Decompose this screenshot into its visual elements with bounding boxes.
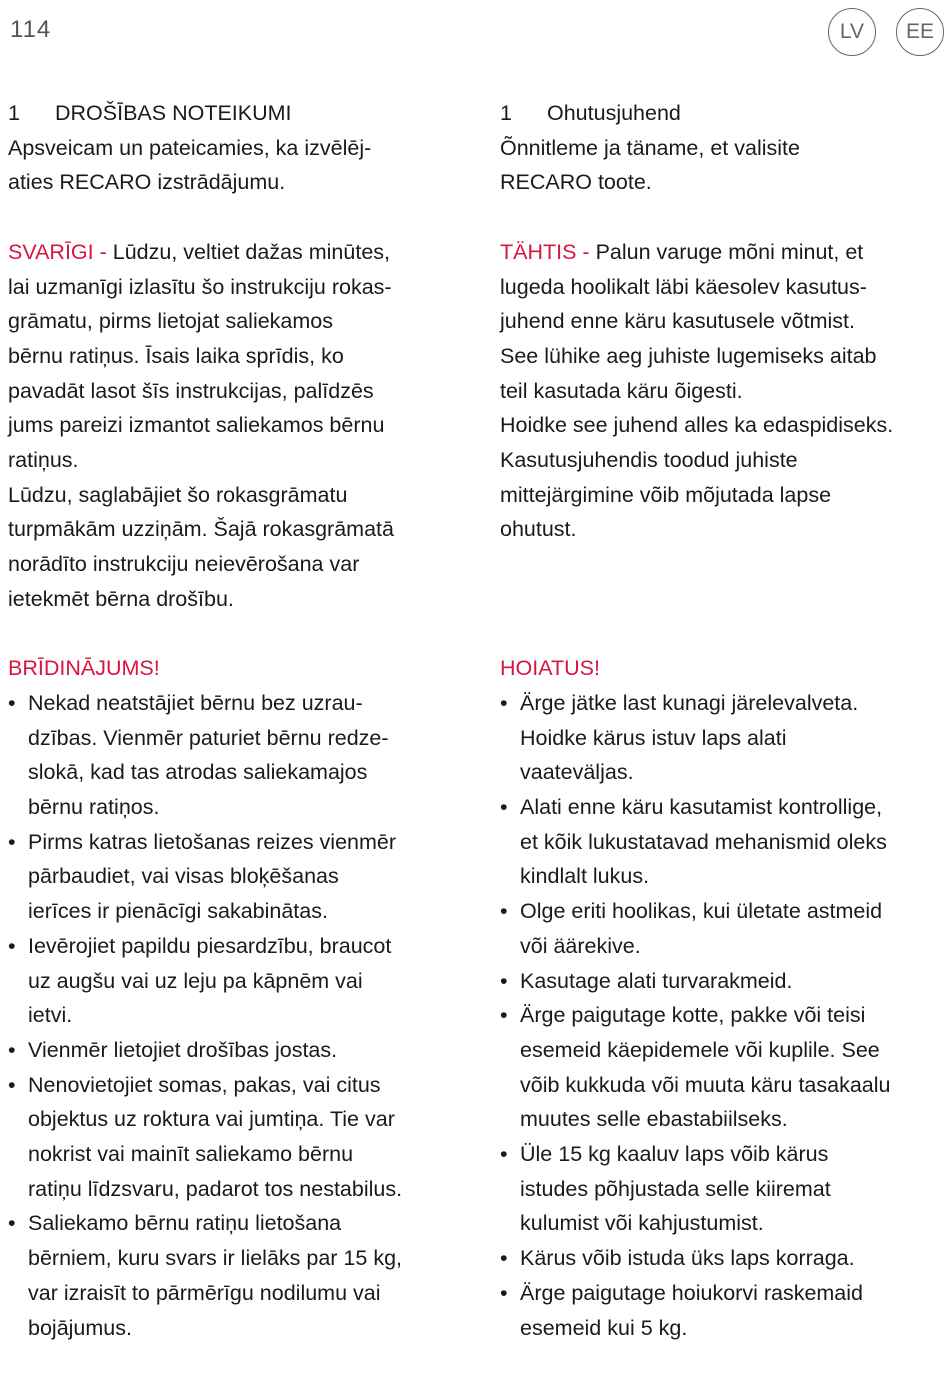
text-line: ietvi.: [28, 1003, 73, 1028]
section-heading-lv: [8, 96, 478, 131]
text-line: Kasutusjuhendis toodud juhiste: [500, 448, 798, 473]
text-line: bērniem, kuru svars ir lielāks par 15 kg,: [28, 1246, 403, 1271]
text-line: ohutust.: [500, 517, 577, 542]
warning-label: HOIATUS!: [500, 656, 600, 681]
text-line: Lūdzu, saglabājiet šo rokasgrāmatu: [8, 482, 348, 507]
text-line: ratiņus.: [8, 448, 79, 473]
text-line: ratiņu līdzsvaru, padarot tos nestabilus.: [28, 1176, 403, 1201]
text-line: • Saliekamo bērnu ratiņu lietošana: [28, 1211, 342, 1236]
text-line: RECARO toote.: [500, 170, 652, 195]
warning-list: [500, 686, 948, 1345]
text-line: kulumist või kahjustumist.: [520, 1211, 764, 1236]
warning-item: [8, 686, 478, 825]
text-line: juhend enne käru kasutusele võtmist.: [500, 309, 855, 334]
page-number: 114: [10, 16, 52, 43]
text-line: pavadāt lasot šīs instrukcijas, palīdzēs: [8, 378, 374, 403]
section-title: Ohutusjuhend: [547, 101, 681, 125]
text-line: esemeid kui 5 kg.: [520, 1315, 688, 1340]
text-line: var izraisīt to pārmērīgu nodilumu vai: [28, 1280, 381, 1305]
important-paragraph: [500, 235, 948, 547]
text-line: või äärekive.: [520, 933, 641, 958]
text-line: pārbaudiet, vai visas bloķēšanas: [28, 864, 339, 889]
text-line: bērnu ratiņos.: [28, 795, 160, 820]
text-line: • Ievērojiet papildu piesardzību, braucot: [28, 933, 392, 958]
text-line: • Olge eriti hoolikas, kui ületate astmeid: [520, 899, 883, 924]
warning-item: [8, 1068, 478, 1207]
text-line: kindlalt lukus.: [520, 864, 650, 889]
warning-item: [500, 790, 948, 894]
text-line: bērnu ratiņus. Īsais laika sprīdis, ko: [8, 343, 344, 368]
text-line: • Ärge paigutage hoiukorvi raskemaid: [520, 1280, 864, 1305]
text-line: Hoidke kärus istuv laps alati: [520, 725, 787, 750]
text-line: • Alati enne käru kasutamist kontrollige,: [520, 795, 883, 820]
text-line: Õnnitleme ja täname, et valisite: [500, 135, 800, 160]
text-line: ietekmēt bērna drošību.: [8, 586, 234, 611]
text-line: See lühike aeg juhiste lugemiseks aitab: [500, 343, 877, 368]
text-line: võib kukkuda või muuta käru tasakaalu: [520, 1072, 891, 1097]
warning-item: [8, 825, 478, 929]
text-line: aties RECARO izstrādājumu.: [8, 170, 286, 195]
text-line: istudes põhjustada selle kiiremat: [520, 1176, 831, 1201]
warning-item: [500, 1276, 948, 1345]
lang-badge-lv: LV: [828, 8, 876, 56]
text-line: Hoidke see juhend alles ka edaspidiseks.: [500, 413, 894, 438]
text-line: • Ärge paigutage kotte, pakke või teisi: [520, 1003, 866, 1028]
text-line: dzības. Vienmēr paturiet bērnu redze-: [28, 725, 389, 750]
text-line: Apsveicam un pateicamies, ka izvēlēj-: [8, 135, 372, 160]
warning-label: BRĪDINĀJUMS!: [8, 656, 160, 681]
important-label: TÄHTIS -: [500, 239, 590, 264]
warning-item: [500, 964, 948, 999]
text-line: • Kasutage alati turvarakmeid.: [520, 968, 793, 993]
warning-item: [500, 686, 948, 790]
text-line: nokrist vai mainīt saliekamo bērnu: [28, 1142, 354, 1167]
warning-item: [500, 1137, 948, 1241]
text-line: • Pirms katras lietošanas reizes vienmēr: [28, 829, 397, 854]
warning-item: [8, 929, 478, 1033]
section-title: DROŠĪBAS NOTEIKUMI: [55, 101, 292, 125]
section-number: 1: [500, 101, 512, 125]
estonian-column: [500, 96, 948, 1345]
text-line: • Ärge jätke last kunagi järelevalveta.: [520, 690, 859, 715]
text-line: mittejärgimine võib mõjutada lapse: [500, 482, 832, 507]
text-line: esemeid käepidemele või kuplile. See: [520, 1037, 880, 1062]
warning-item: [500, 998, 948, 1137]
warning-item: [8, 1206, 478, 1345]
warning-list: [8, 686, 478, 1345]
warning-item: [8, 1033, 478, 1068]
text-line: muutes selle ebastabiilseks.: [520, 1107, 788, 1132]
warning-item: [500, 1241, 948, 1276]
text-line: • Üle 15 kg kaaluv laps võib kärus: [520, 1142, 829, 1167]
text-line: Palun varuge mõni minut, et: [589, 239, 864, 264]
text-line: lugeda hoolikalt läbi käesolev kasutus-: [500, 274, 867, 299]
latvian-column: [8, 96, 478, 1345]
text-line: • Nekad neatstājiet bērnu bez uzrau-: [28, 690, 363, 715]
lang-badge-ee: EE: [896, 8, 944, 56]
important-paragraph: [8, 235, 478, 617]
text-line: bojājumus.: [28, 1315, 132, 1340]
text-line: uz augšu vai uz leju pa kāpnēm vai: [28, 968, 363, 993]
text-line: • Vienmēr lietojiet drošības jostas.: [28, 1037, 338, 1062]
language-badges: [828, 8, 944, 56]
important-label: SVARĪGI -: [8, 239, 107, 264]
text-line: • Kärus võib istuda üks laps korraga.: [520, 1246, 855, 1271]
text-line: slokā, kad tas atrodas saliekamajos: [28, 760, 368, 785]
text-line: et kõik lukustatavad mehanismid oleks: [520, 829, 887, 854]
text-line: lai uzmanīgi izlasītu šo instrukciju rokas-: [8, 274, 392, 299]
section-heading-ee: [500, 96, 948, 131]
text-line: ierīces ir pienācīgi sakabinātas.: [28, 899, 328, 924]
warning-item: [500, 894, 948, 963]
text-line: jums pareizi izmantot saliekamos bērnu: [8, 413, 385, 438]
text-line: • Nenovietojiet somas, pakas, vai citus: [28, 1072, 381, 1097]
section-number: 1: [8, 101, 20, 125]
intro-paragraph: [500, 131, 948, 200]
text-line: objektus uz roktura vai jumtiņa. Tie var: [28, 1107, 395, 1132]
text-line: vaateväljas.: [520, 760, 634, 785]
text-line: Lūdzu, veltiet dažas minūtes,: [106, 239, 391, 264]
text-line: teil kasutada käru õigesti.: [500, 378, 743, 403]
text-line: grāmatu, pirms lietojat saliekamos: [8, 309, 334, 334]
intro-paragraph: [8, 131, 478, 200]
text-line: norādīto instrukciju neievērošana var: [8, 552, 360, 577]
text-line: turpmākām uzziņām. Šajā rokasgrāmatā: [8, 517, 394, 542]
